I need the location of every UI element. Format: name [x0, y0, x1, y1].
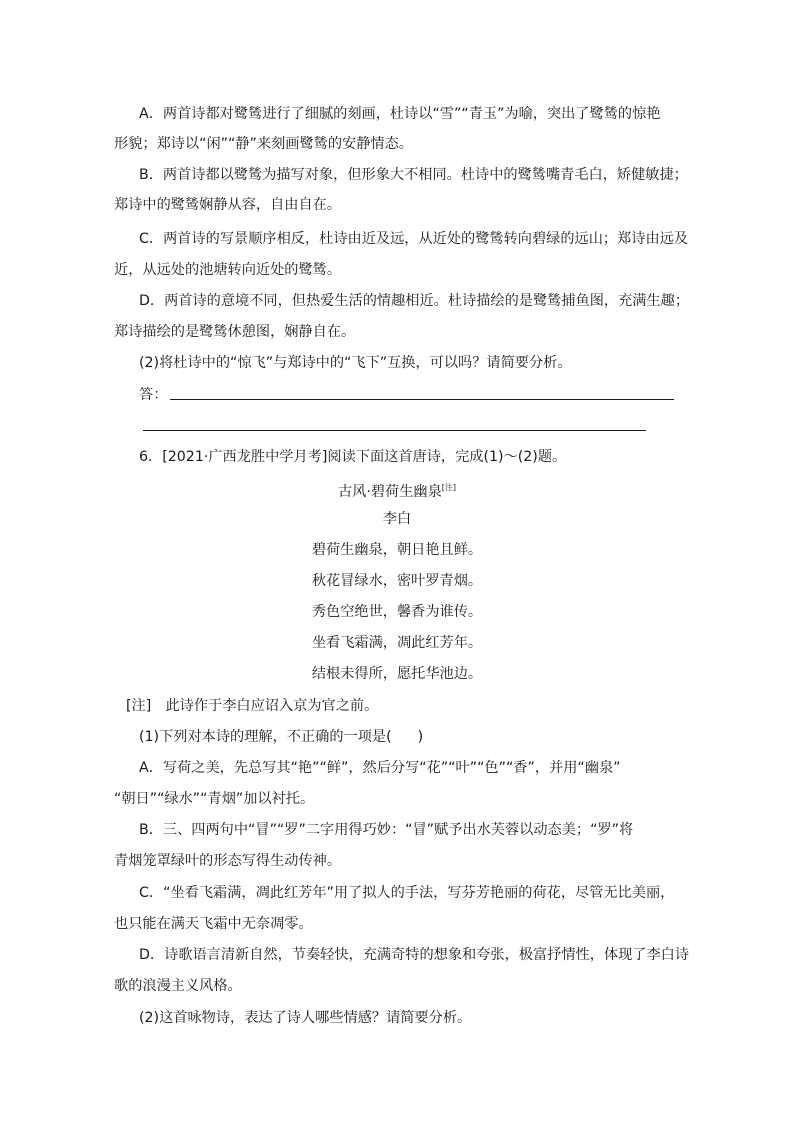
q5-option-c-line2: 近，从远处的池塘转向近处的鹭鸶。 — [114, 262, 342, 278]
q6-option-c-line2: 也只能在满天飞霜中无奈凋零。 — [114, 916, 313, 932]
q5-answer-label: 答： — [139, 387, 168, 403]
q6-option-c-line1: C．“坐看飞霜满，凋此红芳年”用了拟人的手法，写芬芳艳丽的荷花，尽管无比美丽， — [139, 885, 675, 901]
poem-author: 李白 — [382, 511, 412, 527]
q5-option-a-line2: 形貌；郑诗以“闲”“静”来刻画鹭鸶的安静情态。 — [114, 136, 413, 152]
q6-option-d-line2: 歌的浪漫主义风格。 — [114, 978, 242, 994]
poem-line-5: 结根未得所，愿托华池边。 — [311, 666, 483, 682]
poem-line-3: 秀色空绝世，馨香为谁传。 — [311, 604, 483, 620]
answer-line-1[interactable] — [170, 399, 674, 400]
q5-option-b-line1: B．两首诗都以鹭鸶为描写对象，但形象大不相同。杜诗中的鹭鸶嘴青毛白，矫健敏捷； — [139, 167, 688, 183]
q5-option-a-line1: A．两首诗都对鹭鸶进行了细腻的刻画，杜诗以“雪”“青玉”为喻，突出了鹭鸶的惊艳 — [139, 106, 661, 122]
answer-line-2[interactable] — [143, 430, 646, 431]
q6-sub1-close: ) — [417, 729, 424, 745]
poem-line-4: 坐看飞霜满，凋此红芳年。 — [311, 635, 483, 651]
q5-subquestion-2: (2)将杜诗中的“惊飞”与郑诗中的“飞下”互换，可以吗？请简要分析。 — [139, 355, 572, 371]
q6-subquestion-1 — [139, 727, 423, 747]
q6-option-a-line2: “朝日”“绿水”“青烟”加以衬托。 — [114, 791, 315, 807]
q6-subquestion-2: (2)这首咏物诗，表达了诗人哪些情感？请简要分析。 — [139, 1010, 472, 1026]
q6-option-a-line1: A．写荷之美，先总写其“艳”“鲜”，然后分写“花”“叶”“色”“香”，并用“幽泉” — [139, 760, 621, 776]
poem-line-1: 碧荷生幽泉，朝日艳且鲜。 — [311, 542, 483, 558]
q5-option-c-line1: C．两首诗的写景顺序相反，杜诗由近及远，从近处的鹭鸶转向碧绿的远山；郑诗由远及 — [139, 231, 689, 247]
poem-note-mark: [注] — [441, 483, 457, 492]
poem-title-text: 古风·碧荷生幽泉 — [337, 484, 442, 500]
q6-stem: 6．[2021·广西龙胜中学月考]阅读下面这首唐诗，完成(1)～(2)题。 — [139, 449, 567, 465]
poem-title — [0, 478, 794, 502]
q6-option-b-line1: B．三、四两句中“冒”“罗”二字用得巧妙：“冒”赋予出水芙蓉以动态美；“罗”将 — [139, 822, 634, 838]
q6-sub1-stem: (1)下列对本诗的理解，不正确的一项是( — [139, 729, 392, 745]
q6-option-d-line1: D．诗歌语言清新自然，节奏轻快，充满奇特的想象和夸张，极富抒情性，体现了李白诗 — [139, 947, 690, 963]
poem-note: [注] 此诗作于李白应诏入京为官之前。 — [126, 698, 379, 714]
q5-option-b-line2: 郑诗中的鹭鸶娴静从容，自由自在。 — [114, 197, 342, 213]
poem-line-2: 秋花冒绿水，密叶罗青烟。 — [311, 573, 483, 589]
q6-option-b-line2: 青烟笼罩绿叶的形态写得生动传神。 — [114, 853, 342, 869]
q5-option-d-line1: D．两首诗的意境不同，但热爱生活的情趣相近。杜诗描绘的是鹭鸶捕鱼图，充满生趣； — [139, 293, 690, 309]
q5-option-d-line2: 郑诗描绘的是鹭鸶休憩图，娴静自在。 — [114, 324, 356, 340]
